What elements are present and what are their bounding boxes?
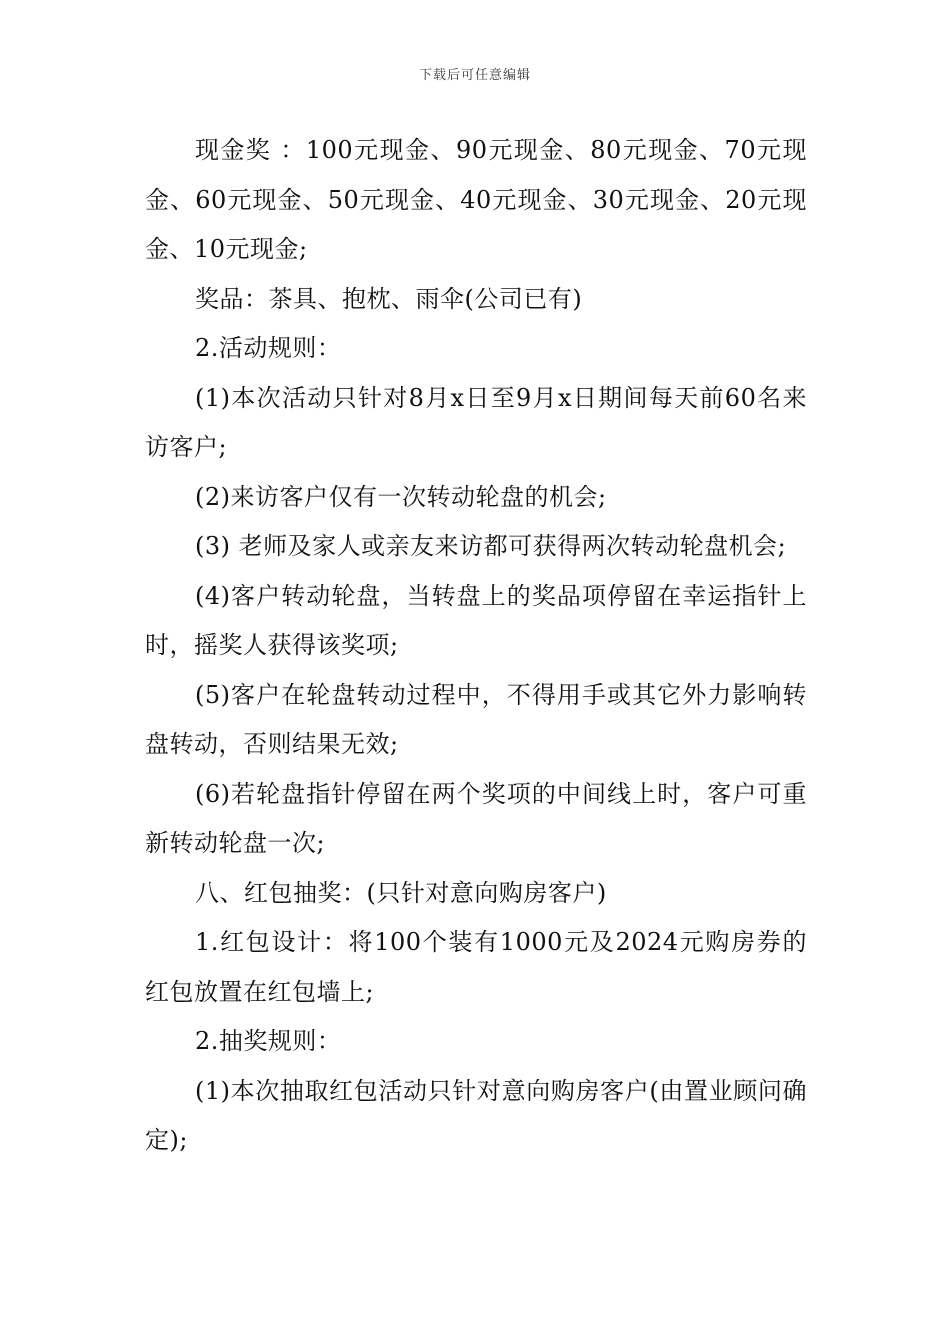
paragraph-draw-rule-1: (1)本次抽取红包活动只针对意向购房客户(由置业顾问确定); [145, 1076, 807, 1154]
paragraph-rule-3: (3) 老师及家人或亲友来访都可获得两次转动轮盘机会; [195, 532, 787, 560]
paragraph-gift-prizes: 奖品：茶具、抱枕、雨伞(公司已有) [195, 284, 583, 313]
paragraph-red-envelope-design: 1.红包设计：将100个装有1000元及2024元购房券的红包放置在红包墙上; [145, 928, 807, 1006]
paragraph-draw-rules-heading: 2.抽奖规则： [195, 1027, 342, 1055]
page-header-note: 下载后可任意编辑 [418, 68, 531, 83]
paragraph-rule-6: (6)若轮盘指针停留在两个奖项的中间线上时，客户可重新转动轮盘一次; [145, 779, 807, 857]
paragraph-section-8-heading: 八、红包抽奖：(只针对意向购房客户) [195, 878, 607, 907]
paragraph-rule-4: (4)客户转动轮盘，当转盘上的奖品项停留在幸运指针上时，摇奖人获得该奖项; [145, 581, 807, 659]
paragraph-rule-2: (2)来访客户仅有一次转动轮盘的机会; [195, 482, 607, 511]
paragraph-rule-5: (5)客户在轮盘转动过程中，不得用手或其它外力影响转盘转动，否则结果无效; [145, 680, 807, 758]
paragraph-rules-heading: 2.活动规则： [195, 334, 342, 362]
paragraph-rule-1: (1)本次活动只针对8月x日至9月x日期间每天前60名来访客户; [145, 383, 807, 461]
paragraph-cash-prizes: 现金奖 ：100元现金、90元现金、80元现金、70元现金、60元现金、50元现金、40元现金、30元现金、20元现金、10元现金; [145, 136, 807, 263]
document-body [145, 126, 807, 1166]
